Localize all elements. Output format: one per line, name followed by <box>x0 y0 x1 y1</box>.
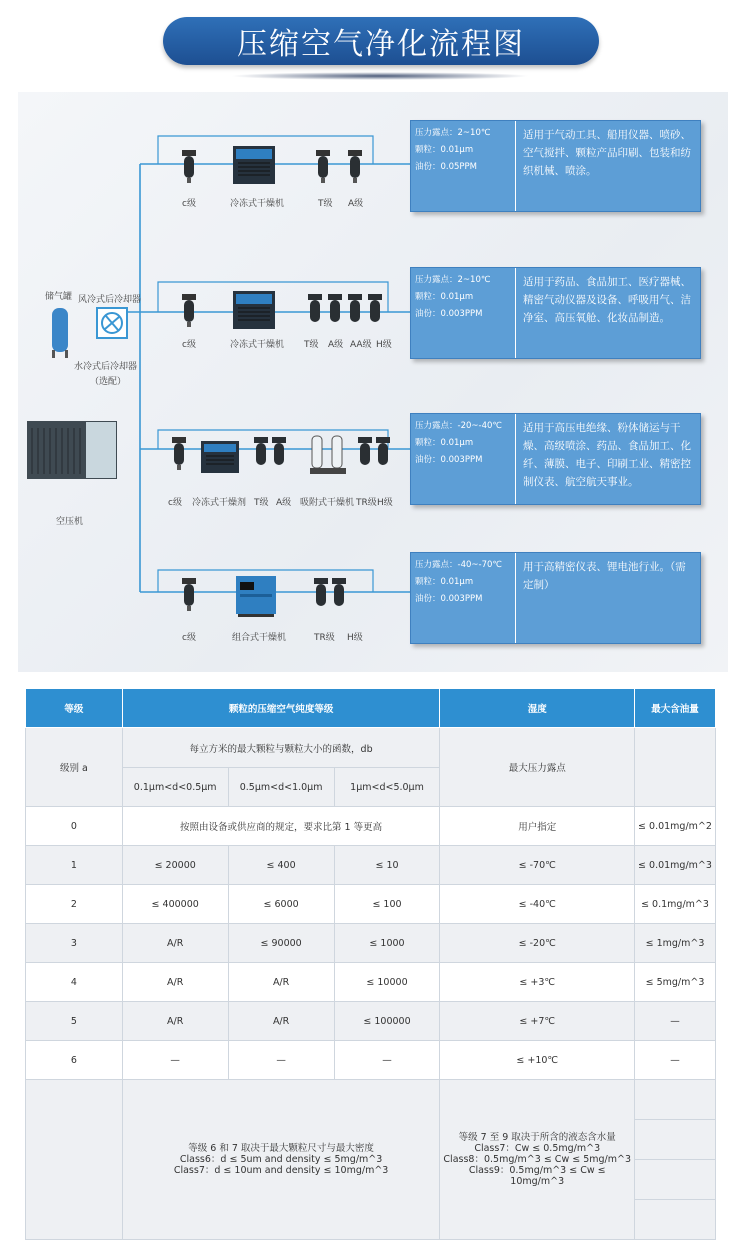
row4-label: c级 <box>182 633 196 643</box>
note-line: Class6：d ≤ 5um and density ≤ 5mg/m^3 <box>179 1154 383 1165</box>
filter-c-icon <box>180 578 198 612</box>
row3-label: 吸附式干燥机 <box>300 498 355 508</box>
table-cell: ≤ 1000 <box>334 924 440 963</box>
cooler-fan-icon <box>96 307 128 339</box>
row4-label: 组合式干燥机 <box>232 633 287 643</box>
table-cell: ≤ -70℃ <box>440 846 635 885</box>
spec-usage: 适用于高压电绝缘、粉体储运与干燥、高级喷涂、药品、食品加工、化纤、薄膜、电子、印刷工业、精密控制仪表、航空航天事业。 <box>523 422 691 488</box>
note-line: 等级 7 至 9 取决于所含的液态含水量 <box>458 1132 616 1143</box>
table-cell: ≤ 100 <box>334 885 440 924</box>
dew-point: 压力露点：-40~-70℃ <box>415 560 502 570</box>
table-cell: ≤ 0.1mg/m^3 <box>635 885 716 924</box>
table-cell: — <box>334 1041 440 1080</box>
flow-diagram <box>18 92 728 672</box>
table-cell: ≤ 1mg/m^3 <box>635 924 716 963</box>
table-cell: 1 <box>26 846 123 885</box>
table-cell: A/R <box>122 1002 228 1041</box>
table-cell: 0 <box>26 807 123 846</box>
note-oil-cell <box>635 1080 716 1120</box>
table-cell: A/R <box>228 1002 334 1041</box>
page-title: 压缩空气净化流程图 <box>163 17 599 65</box>
row1-label: A级 <box>348 199 364 209</box>
filter-t-icon <box>314 150 332 184</box>
table-cell: 5 <box>26 1002 123 1041</box>
row1-label: 冷冻式干燥机 <box>230 199 285 209</box>
table-cell: — <box>228 1041 334 1080</box>
table-cell: ≤ +7℃ <box>440 1002 635 1041</box>
dew-point: 压力露点：2~10℃ <box>415 128 491 138</box>
refrigerated-dryer-icon <box>232 290 276 330</box>
title-shadow <box>230 72 530 80</box>
table-cell: 2 <box>26 885 123 924</box>
row2-label: H级 <box>376 340 392 350</box>
table-cell: 用户指定 <box>440 807 635 846</box>
purity-class-table <box>25 688 716 1240</box>
note-oil-cell <box>635 1160 716 1200</box>
spec-box-row1 <box>410 120 701 212</box>
note-right <box>440 1080 635 1240</box>
filter-pair-icon <box>252 437 292 471</box>
note-oil-cell <box>635 1200 716 1240</box>
spec-left <box>411 553 516 643</box>
particle-subhead: 每立方米的最大颗粒与颗粒大小的函数，db <box>122 728 440 768</box>
spec-left <box>411 414 516 504</box>
particle: 颗粒：0.01μm <box>415 577 474 587</box>
row2-label: 冷冻式干燥机 <box>230 340 285 350</box>
row4-label: H级 <box>347 633 363 643</box>
filter-c-icon <box>170 437 188 471</box>
spec-usage: 用于高精密仪表、锂电池行业。（需定制） <box>523 561 686 591</box>
combined-dryer-icon <box>234 574 278 618</box>
dew-head: 最大压力露点 <box>440 728 635 807</box>
table-cell: 4 <box>26 963 123 1002</box>
table-cell: ≤ 20000 <box>122 846 228 885</box>
table-cell: A/R <box>122 963 228 1002</box>
spec-box-row4 <box>410 552 701 644</box>
oil: 油份：0.003PPM <box>415 455 483 465</box>
row1-label: T级 <box>318 199 333 209</box>
row3-label: H级 <box>377 498 393 508</box>
note-line: Class9：0.5mg/m^3 ≤ Cw ≤ 10mg/m^3 <box>468 1165 606 1187</box>
table-cell: ≤ +3℃ <box>440 963 635 1002</box>
header-grade: 等级 <box>26 689 123 728</box>
oil: 油份：0.003PPM <box>415 594 483 604</box>
table-cell: ≤ 400 <box>228 846 334 885</box>
note-line: Class7：Cw ≤ 0.5mg/m^3 <box>474 1143 601 1154</box>
table-cell: A/R <box>122 924 228 963</box>
table-cell: 3 <box>26 924 123 963</box>
water-cooler-label: 水冷式后冷却器 <box>74 362 138 372</box>
row3-label: c级 <box>168 498 182 508</box>
row2-label: AA级 <box>350 340 372 350</box>
oil: 油份：0.05PPM <box>415 162 478 172</box>
spec-usage: 适用于药品、食品加工、医疗器械、精密气动仪器及设备、呼吸用气、洁净室、高压氧舱、化妆品制造。 <box>523 276 691 324</box>
oil: 油份：0.003PPM <box>415 309 483 319</box>
filter-group-icon <box>306 294 386 328</box>
particle: 颗粒：0.01μm <box>415 438 474 448</box>
table-cell: ≤ -40℃ <box>440 885 635 924</box>
table-cell: — <box>635 1041 716 1080</box>
header-humidity: 湿度 <box>440 689 635 728</box>
header-oil: 最大含油量 <box>635 689 716 728</box>
adsorption-dryer-icon <box>308 432 348 476</box>
spec-box-row3 <box>410 413 701 505</box>
filter-c-icon <box>180 150 198 184</box>
spec-box-row2 <box>410 267 701 359</box>
filter-pair-icon <box>312 578 352 612</box>
spec-left <box>411 121 516 211</box>
dew-point: 压力露点：2~10℃ <box>415 275 491 285</box>
optional-label: （选配） <box>90 377 127 387</box>
table-cell: ≤ 100000 <box>334 1002 440 1041</box>
range-head: 0.5μm<d<1.0μm <box>228 768 334 807</box>
table-cell: ≤ 10000 <box>334 963 440 1002</box>
range-head: 1μm<d<5.0μm <box>334 768 440 807</box>
filter-a-icon <box>346 150 364 184</box>
table-cell: ≤ 10 <box>334 846 440 885</box>
spec-usage: 适用于气动工具、船用仪器、喷砂、空气搅拌、颗粒产品印刷、包装和纺织机械、喷涂。 <box>523 129 691 177</box>
row3-label: TR级 <box>356 498 377 508</box>
oil-empty <box>635 728 716 807</box>
row1-label: c级 <box>182 199 196 209</box>
row3-label: T级 <box>254 498 269 508</box>
filter-c-icon <box>180 294 198 328</box>
table-cell: ≤ 0.01mg/m^2 <box>635 807 716 846</box>
row3-label: A级 <box>276 498 292 508</box>
table-cell: 按照由设备或供应商的规定，要求比第 1 等更高 <box>122 807 440 846</box>
refrigerated-dryer-icon <box>200 440 240 474</box>
dew-point: 压力露点：-20~-40℃ <box>415 421 502 431</box>
row2-label: A级 <box>328 340 344 350</box>
table-cell: — <box>122 1041 228 1080</box>
note-line: Class8：0.5mg/m^3 ≤ Cw ≤ 5mg/m^3 <box>443 1154 632 1165</box>
table-cell: ≤ 90000 <box>228 924 334 963</box>
row2-label: T级 <box>304 340 319 350</box>
note-empty <box>26 1080 123 1240</box>
tank-label: 储气罐 <box>45 292 73 302</box>
range-head: 0.1μm<d<0.5μm <box>122 768 228 807</box>
storage-tank-icon <box>48 304 72 360</box>
table-cell: ≤ +10℃ <box>440 1041 635 1080</box>
table-cell: ≤ 400000 <box>122 885 228 924</box>
table-cell: 6 <box>26 1041 123 1080</box>
note-line: 等级 6 和 7 取决于最大颗粒尺寸与最大密度 <box>188 1143 374 1154</box>
filter-pair-icon <box>356 437 396 471</box>
spec-left <box>411 268 516 358</box>
note-line: Class7：d ≤ 10um and density ≤ 10mg/m^3 <box>173 1165 389 1176</box>
note-oil-cell <box>635 1120 716 1160</box>
air-compressor-icon <box>26 420 118 482</box>
table-cell: — <box>635 1002 716 1041</box>
table-cell: ≤ 0.01mg/m^3 <box>635 846 716 885</box>
table-cell: ≤ 5mg/m^3 <box>635 963 716 1002</box>
table-cell: ≤ 6000 <box>228 885 334 924</box>
note-left <box>122 1080 440 1240</box>
compressor-label: 空压机 <box>56 517 84 527</box>
header-particle: 颗粒的压缩空气纯度等级 <box>122 689 440 728</box>
particle: 颗粒：0.01μm <box>415 292 474 302</box>
row4-label: TR级 <box>314 633 335 643</box>
grade-label: 级别 a <box>26 728 123 807</box>
air-cooler-label: 风冷式后冷却器 <box>78 295 142 305</box>
row3-label: 冷冻式干燥剂 <box>192 498 247 508</box>
table-cell: ≤ -20℃ <box>440 924 635 963</box>
title-banner <box>0 0 750 92</box>
table-cell: A/R <box>228 963 334 1002</box>
refrigerated-dryer-icon <box>232 145 276 185</box>
particle: 颗粒：0.01μm <box>415 145 474 155</box>
row2-label: c级 <box>182 340 196 350</box>
